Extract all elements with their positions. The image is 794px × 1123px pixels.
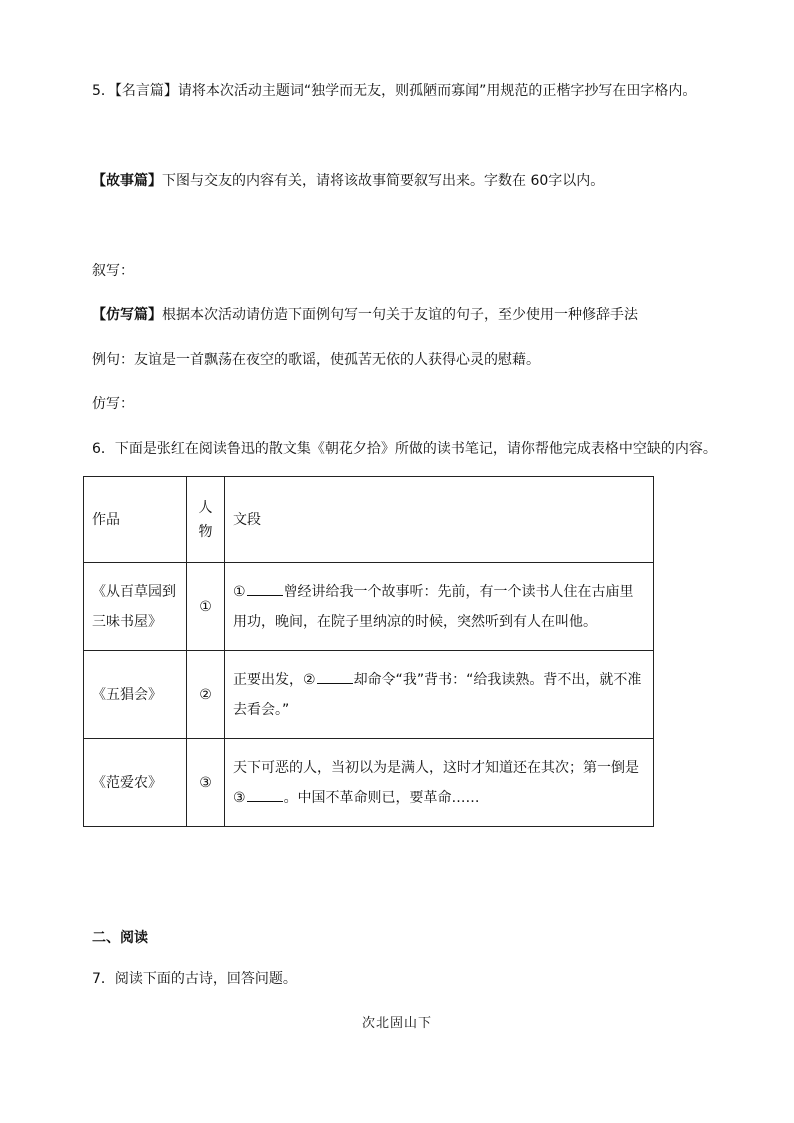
- row-work: 《五猖会》: [84, 651, 187, 739]
- section-2-title: 二、阅读: [92, 930, 148, 946]
- passage-prefix: 天下可恶的人，当初以为是满人，这时才知道还在其次；第一倒是: [233, 759, 639, 776]
- table-row: [84, 739, 654, 827]
- question-5-number: 5．: [92, 83, 115, 99]
- row-passage: [225, 651, 654, 739]
- row-work: 《范爱农》: [84, 739, 187, 827]
- header-passage: 文段: [225, 477, 654, 563]
- question-6: 6．下面是张红在阅读鲁迅的散文集《朝花夕拾》所做的读书笔记，请你帮他完成表格中空缺的内容。: [92, 441, 717, 457]
- question-5-tag: 【名言篇】: [114, 83, 178, 99]
- passage-marker: ①: [233, 583, 246, 600]
- question-7: 7．阅读下面的古诗，回答问题。: [92, 971, 297, 987]
- imitate-text: 根据本次活动请仿造下面例句写一句关于友谊的句子，至少使用一种修辞手法: [162, 307, 638, 323]
- imitate-write-label: 仿写：: [92, 396, 134, 412]
- passage-prefix: 正要出发，: [233, 671, 303, 688]
- header-person: [187, 477, 225, 563]
- imitate-example: 例句：友谊是一首飘荡在夜空的歌谣，使孤苦无依的人获得心灵的慰藉。: [92, 352, 540, 368]
- row-passage: [225, 739, 654, 827]
- fill-blank[interactable]: [247, 581, 283, 596]
- story-tag: 【故事篇】: [92, 173, 162, 189]
- row-person-blank: ②: [187, 651, 225, 739]
- passage-text: 曾经讲给我一个故事听：先前，有一个读书人住在古庙里用功，晚间，在院子里纳凉的时候，突然听到有人在叫他。: [233, 583, 634, 630]
- imitate-tag: 【仿写篇】: [92, 307, 162, 323]
- fill-blank[interactable]: [247, 787, 283, 802]
- header-person-char-1: 人: [198, 499, 213, 516]
- header-person-char-2: 物: [198, 523, 213, 540]
- imitate-prompt: [92, 305, 638, 325]
- passage-marker: ②: [303, 671, 316, 688]
- table-row: [84, 651, 654, 739]
- table-header-row: [84, 477, 654, 563]
- row-person-blank: ①: [187, 563, 225, 651]
- passage-text: 却命令“我”背书：“给我读熟。背不出，就不准去看会。”: [233, 671, 642, 718]
- story-text: 下图与交友的内容有关，请将该故事简要叙写出来。字数在 60字以内。: [162, 173, 605, 189]
- question-5-text: 请将本次活动主题词“独学而无友，则孤陋而寡闻”用规范的正楷字抄写在田字格内。: [177, 83, 697, 99]
- reading-notes-table: [83, 476, 654, 827]
- passage-marker: ③: [233, 789, 246, 806]
- story-write-label: 叙写：: [92, 263, 134, 279]
- header-work: 作品: [84, 477, 187, 563]
- question-5: [92, 81, 696, 101]
- fill-blank[interactable]: [317, 669, 353, 684]
- row-person-blank: ③: [187, 739, 225, 827]
- poem-title: 次北固山下: [361, 1016, 432, 1031]
- passage-text: 。中国不革命则已，要革命……: [283, 789, 480, 806]
- story-prompt: [92, 171, 604, 191]
- row-work: 《从百草园到三味书屋》: [84, 563, 187, 651]
- row-passage: [225, 563, 654, 651]
- table-row: [84, 563, 654, 651]
